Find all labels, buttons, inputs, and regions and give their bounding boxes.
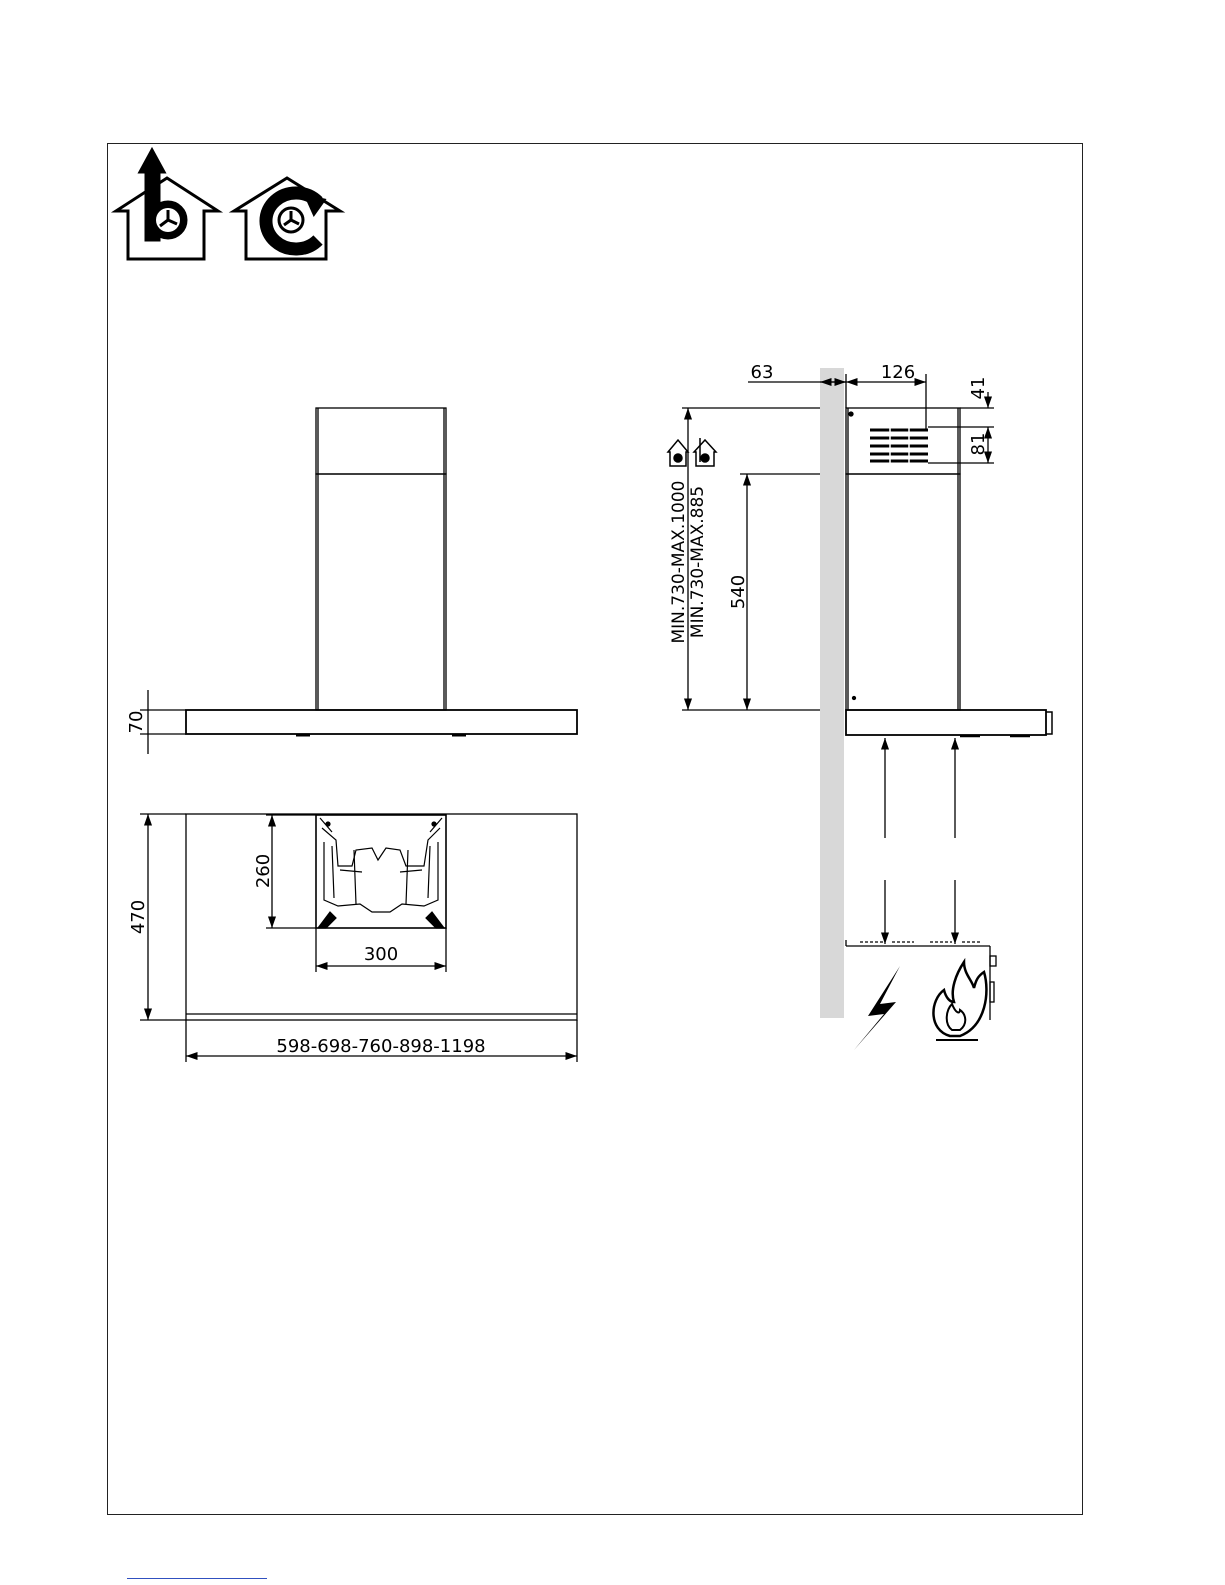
fan-housing xyxy=(318,818,444,928)
recirculating-mode-icon xyxy=(234,178,340,259)
vent-grille xyxy=(870,427,928,463)
dim-hood-depth: 470 xyxy=(128,899,149,935)
gas-hob-icon xyxy=(933,962,986,1040)
electric-hob-icon xyxy=(854,966,900,1050)
ducted-mode-small-icon xyxy=(694,438,716,466)
dim-chimney-depth: 260 xyxy=(253,853,274,889)
dim-height-ducted: MIN.730-MAX.885 xyxy=(688,485,708,639)
recirculating-mode-small-icon xyxy=(668,440,688,466)
chimney-outline-top xyxy=(316,815,446,928)
hood-body-side xyxy=(846,710,1046,735)
dim-top-to-vent: 41 xyxy=(968,376,989,400)
ducted-mode-icon xyxy=(116,150,218,259)
hood-body-front xyxy=(186,710,577,734)
dim-height-recirculating: MIN.730-MAX.1000 xyxy=(669,480,689,644)
front-view xyxy=(140,408,577,754)
hood-body-top xyxy=(186,814,577,1020)
dim-vent-height: 81 xyxy=(968,432,989,456)
chimney-lower xyxy=(316,474,446,710)
hob xyxy=(846,940,996,1020)
dim-hood-thickness: 70 xyxy=(126,710,147,734)
side-view xyxy=(682,368,1052,1020)
top-view xyxy=(140,814,577,1062)
dim-outlet-width: 126 xyxy=(880,362,916,383)
dim-chimney-width: 300 xyxy=(363,944,399,965)
dim-chimney-lower-height: 540 xyxy=(728,574,749,610)
dim-hood-widths: 598-698-760-898-1198 xyxy=(276,1036,486,1057)
dim-wall-offset: 63 xyxy=(750,362,774,383)
chimney-side-lower xyxy=(846,474,960,710)
page-footer-line xyxy=(127,1578,267,1579)
wall xyxy=(820,368,844,1018)
chimney-side-upper xyxy=(846,408,960,474)
chimney-upper xyxy=(316,408,446,474)
